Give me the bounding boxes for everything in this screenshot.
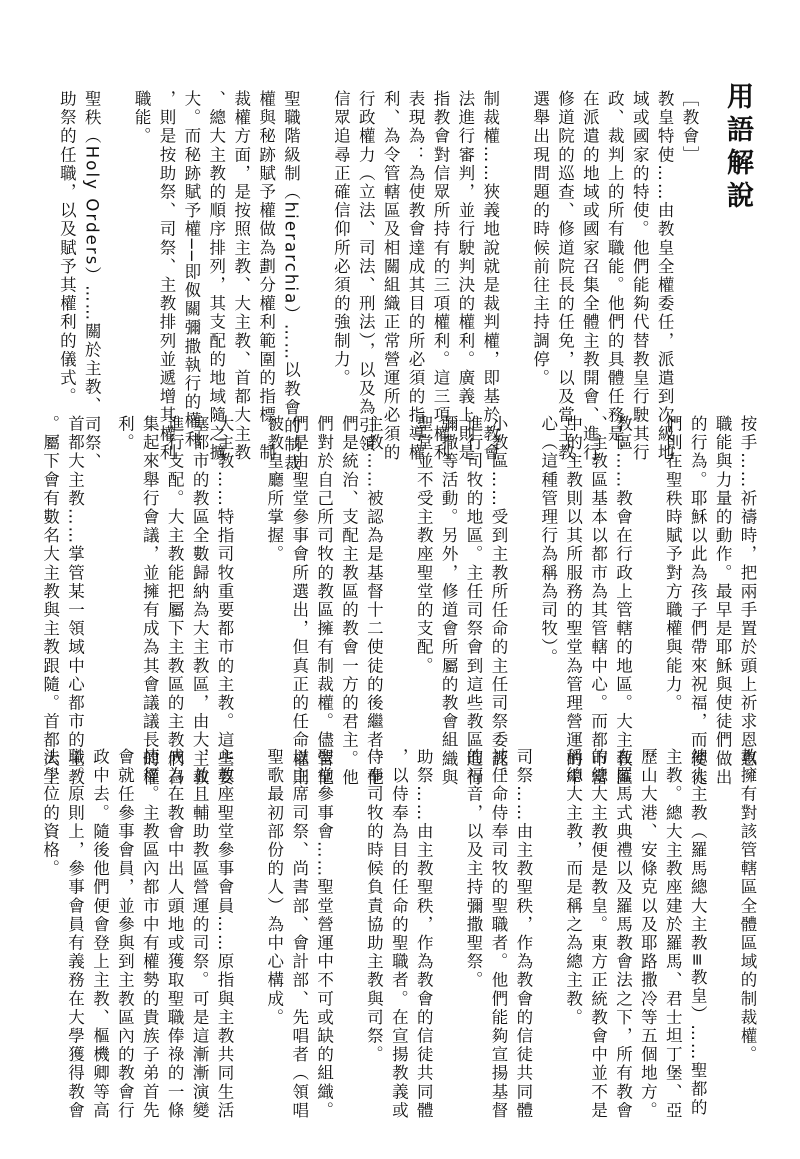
glossary-band-bottom: 教擁有對該管轄區全體區域的制裁權。 總大主教（羅馬總大主教≡教皇）……聖都的 主教。總大主教座建於羅馬、君士坦丁堡、亞 歷山大港、安條克以及耶路撒冷等五個地方。 在羅馬式典禮以及羅馬教會法之下，所有教會 的總大主教便是教皇。東方正統教會中並不是 稱總大主教，而是稱之為總主教。 司祭……由主教聖秩，作為教會的信徒共同體 被任命侍奉司牧的聖職者。他們能夠宣揚基督 的福音，以及主持彌撒聖祭。 助祭……由主教聖秩，作為教會的信徒共同體 ，以侍奉為目的任命的聖職者。在宣揚教義或 侍奉司牧的時候負責協助主教與司祭。 聖堂參事會……聖堂營運中不可或缺的組織。 以主席司祭、尚書部、會計部、先唱者（領唱 聖歌最初部份的人）為中心構成。 主教座聖堂參事會員……原指與主教共同生活 ，並且輔助教區營運的司祭。可是這漸漸演變 成為在教會中出人頭地或獲取聖職俸祿的一條 捷徑。主教區內都市中有權勢的貴族子弟首先 會就任參事會員，並參與到主教區內的教會行 政中去。隨後他們便會登上主教、樞機卿等高 職。原則上，參事會員有義務在大學獲得教會 法學位的資格。 xyxy=(40,748,757,1120)
glossary-band-middle: 按手……祈禱時，把兩手置於頭上祈求恩惠、 職能與力量的動作。最早是耶穌與使徒們做出 的行為。耶穌以此為孩子們帶來祝福，而使徒 們則在聖秩時賦予對方職權與能力。 教區……教會在行政上管轄的地區。大主教區 、主教區基本以都市為其管轄中心。而都市當 中的主教則以其所服務的聖堂為管理營運的中 心（這種管理行為稱為司牧）。 小教區……受到主教所任命的主任司祭委託， 進行司牧的地區。主任司祭會到這些教區進行 彌撒等活動。另外，修道會所屬的教會組織與 聖堂並不受主教座聖堂的支配。 主教……被認為是基督十二使徒的後繼者。他 們是統治、支配主教區的教會一方的君主。他 們對於自己所司牧的教區擁有制裁權。儘管他 們是由聖堂參事會所選出，但真正的任命權則 被教皇廳所掌握。 大主教……特指司牧重要都市的主教。這些要 塞都市的教區全數歸納為大主教區，由大主教 進行支配。大主教能把屬下主教區的主教們召 集起來舉行會議，並擁有成為其會議議長的權 利。 首都大主教……掌管某一領域中心都市的主教 。屬下會有數名大主教與主教跟隨。首都大主 xyxy=(40,415,757,787)
glossary-band-top: ［教會］ 教皇特使……由教皇全權委任，派遣到次級地 域或國家的特使。他們能夠代替教皇行駛其行 政、裁判上的所有職能。他們的具體任務是， 在派遣的地域或國家召集全體主教開會、進行 修道院的巡查、修道院長的任免，以及當主教 選舉出現問題的時候前往主持調停。 制裁權……狹義地說就是裁判權，即基於教會 法進行審判，並行駛判決的權利。廣義上則是 指教會對信眾所持有的三項權利。這三項權利 表現為：為使教會達成其目的所必須的指導權 利、為令管轄區及相關組織正常營運所必須的 行政權力（立法、司法、刑法），以及為引領 信眾追尋正確信仰所必須的強制力。 聖職階級制（hierarchia）……以教會的制裁 權與秘跡賦予權做為劃分權利範圍的指標。制 裁權方面，是按照主教、大主教、首都大主教 、總大主教的順序排列，其支配的地域隨之擴 大。而秘跡賦予權──即伮關彌撒執行的權利 ，則是按助祭、司祭、主教排列並遞增其權利 職能。 聖秩（Holy Orders）……關於主教、司祭、 助祭的任職，以及賦予其權利的儀式。 xyxy=(57,90,699,473)
page-title: 用語解說 xyxy=(722,82,753,214)
